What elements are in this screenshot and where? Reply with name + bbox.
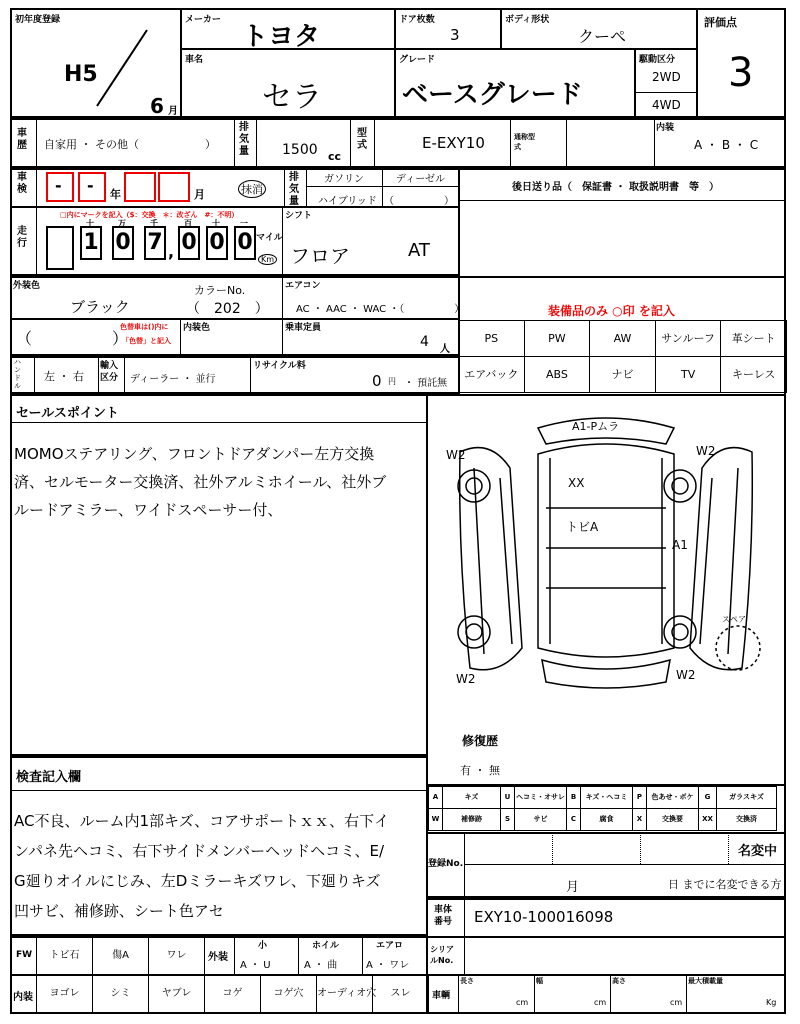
int-item: オーディオ穴 [316, 974, 373, 1014]
interior-color-label: 内装色 [183, 323, 211, 333]
score-value: 3 [728, 50, 754, 96]
fw-label: FW [16, 950, 33, 960]
fuel-label: 排気量 [289, 172, 299, 207]
inspection-none: 抹消 [238, 180, 266, 198]
legend-cell: C [566, 808, 581, 831]
import-value: ディーラー ・ 並行 [130, 374, 216, 385]
reg-month-unit: 月 [566, 880, 580, 895]
dmg-w2-tr: W2 [696, 444, 716, 458]
dmg-tob-a: トビA [566, 520, 599, 534]
maker-label: メーカー [185, 15, 221, 25]
doors-value: 3 [450, 26, 460, 44]
capacity-unit: 人 [440, 344, 450, 355]
equipment-item: PS [458, 320, 525, 357]
legend-cell: P [632, 786, 647, 809]
equipment-item: PW [524, 320, 591, 357]
equipment-item: 革シート [720, 320, 787, 357]
mileage-unit: 百 [184, 219, 192, 228]
size-section [426, 974, 786, 1014]
inspection-line: 凹サビ、補修跡、シート色アセ [14, 902, 224, 920]
handle-label: ハンドル [14, 358, 21, 390]
equip-label: 装備品のみ ○印 を記入 [548, 304, 675, 318]
interior-value: A ・ B ・ C [694, 138, 759, 152]
doors-cell [394, 8, 502, 50]
drive-4wd: 4WD [652, 98, 681, 112]
common-model-label: 通称型式 [514, 133, 535, 151]
color-no-value: （ 202 ） [186, 301, 269, 317]
int-label: 内装 [13, 992, 33, 1003]
ac-value: AC ・ AAC ・ WAC ・（ ） [296, 304, 465, 315]
mileage-unit: 一 [240, 219, 248, 228]
legend-cell: S [500, 808, 515, 831]
dmg-spare: スペア [722, 615, 746, 624]
inspection-notes-text [14, 806, 424, 926]
dmg-xx: XX [568, 476, 585, 490]
first-reg-label: 初年度登録 [15, 15, 61, 25]
legend-cell: U [500, 786, 515, 809]
mileage-label: 走行 [17, 226, 27, 249]
exterior-label: 外装色 [13, 281, 41, 291]
fuel-hybrid: ハイブリッド [318, 196, 377, 207]
maker-cell [180, 8, 396, 50]
legend-cell: B [566, 786, 581, 809]
fuel-diesel: ディーゼル [396, 174, 445, 185]
legend-cell: ガラスキズ [716, 786, 777, 809]
later-items-text: 後日送り品（ 保証書 ・ 取扱説明書 等 ） [512, 182, 719, 193]
serial-label: シリアルNo. [430, 945, 454, 965]
dmg-w2-br: W2 [676, 668, 696, 682]
body-label: ボディ形状 [505, 15, 550, 25]
mileage-unit: 十 [86, 219, 94, 228]
inspection-notes-title: 検査記入欄 [16, 770, 82, 785]
shift-value: フロア [290, 244, 350, 268]
int-item: コゲ [204, 974, 261, 1014]
recycle-unit: 円 [388, 377, 396, 386]
fw-item: ワレ [148, 936, 205, 976]
name-value: セラ [262, 80, 322, 115]
mileage-note: □内にマークを記入（$：交換 ＊：改ざん #：不明） [60, 211, 239, 219]
capacity-label: 乗車定員 [285, 323, 322, 333]
displacement-value: 1500 [282, 142, 318, 158]
int-item: スレ [372, 974, 429, 1014]
legend-cell: 補修跡 [442, 808, 501, 831]
grade-label: グレード [399, 55, 436, 65]
interior-label: 内装 [656, 123, 675, 133]
dmg-w2-bl: W2 [456, 672, 476, 686]
recycle-value: 0 [372, 372, 382, 390]
model-value: E-EXY10 [422, 134, 485, 152]
grade-value: ベースグレード [402, 80, 583, 110]
mileage-unit: 千 [150, 219, 158, 228]
inspection-label: 車検 [17, 172, 27, 195]
first-reg-month: 6 [150, 94, 164, 118]
inspection-year-unit: 年 [110, 188, 121, 201]
legend-cell: XX [698, 808, 717, 831]
month-unit: 月 [168, 106, 178, 117]
paren-field: （ ） [16, 329, 129, 348]
small-value: A ・ U [240, 960, 271, 971]
drive-label: 駆動区分 [639, 55, 676, 65]
ext-label: 外装 [208, 952, 228, 963]
displacement-label: 排気量 [239, 122, 249, 157]
first-reg-year: H5 [64, 62, 98, 87]
legend-cell: 色あせ・ボケ [646, 786, 699, 809]
reg-day-text: 日 までに名変できる方 [668, 878, 782, 891]
mileage-digit: 0 [112, 226, 134, 260]
dmg-a1-pmura: A1-Pムラ [572, 420, 620, 433]
length-unit: cm [516, 998, 529, 1007]
sales-line: ルードアミラー、ワイドスペーサー付、 [14, 501, 283, 519]
int-item: コゲ穴 [260, 974, 317, 1014]
handle-value: 左 ・ 右 [44, 370, 84, 383]
name-cell [180, 48, 396, 118]
equipment-item: サンルーフ [655, 320, 722, 357]
sales-text [14, 440, 424, 524]
mileage-digit: 0 [234, 226, 256, 260]
color-note1: 色替車は()内に [120, 323, 169, 331]
drive-2wd: 2WD [652, 70, 681, 84]
dmg-a1-right: A1 [672, 538, 688, 552]
mileage-digit: 0 [178, 226, 200, 260]
sales-title: セールスポイント [16, 406, 119, 421]
ac-label: エアコン [285, 281, 321, 291]
car-diagram [430, 398, 782, 698]
height-label: 高さ [612, 977, 626, 985]
later-items-cell [458, 168, 786, 278]
shift-label: シフト [285, 211, 313, 221]
import-label: 輸入区分 [100, 361, 119, 383]
int-item: シミ [92, 974, 149, 1014]
int-item: ヤブレ [148, 974, 205, 1014]
exterior-value: ブラック [70, 298, 130, 316]
legend-cell: ヘコミ・オサレ [514, 786, 567, 809]
history-value: 自家用 ・ その他（ ） [44, 138, 216, 151]
recycle-label: リサイクル料 [253, 361, 306, 371]
sales-line: MOMOステアリング、フロントドアダンパー左方交換 [14, 445, 375, 463]
legend-cell: キズ・ヘコミ [580, 786, 633, 809]
weight-label: 最大積載量 [688, 977, 723, 985]
color-note2: 「色替」と記入 [122, 337, 171, 345]
score-cell [696, 8, 786, 118]
chassis-label: 車体番号 [434, 905, 453, 927]
name-change: 名変中 [738, 844, 778, 859]
legend-cell: X [632, 808, 647, 831]
history-label: 車歴 [17, 128, 27, 151]
legend-cell: 腐食 [580, 808, 633, 831]
small-label: 小 [258, 941, 268, 951]
aero-value: A ・ ワレ [366, 960, 410, 971]
mileage-unit: 万 [118, 219, 126, 228]
mileage-digit: 0 [206, 226, 228, 260]
legend-cell: W [428, 808, 443, 831]
capacity-value: 4 [420, 334, 429, 350]
doors-label: ドア枚数 [399, 15, 435, 25]
mileage-digit: 7 [144, 226, 166, 260]
body-value: クーペ [578, 27, 627, 46]
slash-line [92, 28, 152, 108]
displacement-unit: cc [328, 150, 342, 163]
size-label: 車輌 [432, 991, 451, 1001]
height-unit: cm [670, 998, 683, 1007]
drive-cell [634, 48, 698, 118]
equipment-item: エアバック [458, 356, 525, 393]
recycle-status: ・ 預託無 [404, 378, 448, 389]
shift-type: AT [408, 240, 430, 261]
repair-value: 有 ・ 無 [460, 764, 500, 777]
grade-cell [394, 48, 636, 118]
fuel-gas: ガソリン [324, 174, 364, 185]
length-label: 長さ [460, 977, 474, 985]
first-reg-cell [10, 8, 182, 118]
inspection-line: G廻りオイルにじみ、左Dミラーキズワレ、下廻りキズ [14, 872, 381, 890]
wheel-label: ホイル [312, 941, 340, 951]
name-label: 車名 [185, 55, 204, 65]
body-cell [500, 8, 698, 50]
mileage-digit: 1 [80, 226, 102, 260]
width-label: 幅 [536, 977, 543, 985]
inspection-line: ンパネ先ヘコミ、右下サイドメンバーヘッドヘコミ、E/ [14, 842, 385, 860]
mileage-unit: 十 [212, 219, 220, 228]
aero-label: エアロ [376, 941, 404, 951]
legend-cell: キズ [442, 786, 501, 809]
int-item: ヨゴレ [36, 974, 93, 1014]
weight-unit: Kg [766, 998, 777, 1007]
equipment-item: ABS [524, 356, 591, 393]
score-label: 評価点 [704, 16, 737, 29]
mileage-digit [46, 226, 74, 270]
inspection-dash2: - [87, 176, 94, 195]
equipment-item: キーレス [720, 356, 787, 393]
sales-line: 済、セルモーター交換済、社外アルミホイール、社外ブ [14, 473, 387, 491]
color-no-label: カラーNo. [194, 284, 246, 297]
inspection-line: AC不良、ルーム内1部キズ、コアサポートｘｘ、右下イ [14, 812, 390, 830]
legend-cell: A [428, 786, 443, 809]
fw-item: トビ石 [36, 936, 93, 976]
chassis-value: EXY10-100016098 [474, 908, 614, 926]
serial-section [426, 936, 786, 976]
inspection-month-unit: 月 [194, 188, 205, 201]
equipment-item: AW [589, 320, 656, 357]
wheel-value: A ・ 曲 [304, 960, 338, 971]
reg-no-label: 登録No. [428, 859, 464, 869]
fw-item: 傷A [92, 936, 149, 976]
legend-cell: 交換済 [716, 808, 777, 831]
legend-cell: 交換要 [646, 808, 699, 831]
equipment-item: ナビ [589, 356, 656, 393]
equipment-item: TV [655, 356, 722, 393]
mileage-comma: , [168, 242, 175, 261]
legend-cell: サビ [514, 808, 567, 831]
dmg-w2-tl: W2 [446, 448, 466, 462]
maker-value: トヨタ [242, 22, 321, 52]
km-label: Km [258, 254, 277, 265]
fuel-other: （ ） [384, 196, 454, 207]
inspection-dash1: - [55, 176, 62, 195]
legend-cell: G [698, 786, 717, 809]
model-label: 型式 [357, 128, 367, 151]
repair-label: 修復歴 [462, 734, 499, 748]
mile-label: マイル [256, 233, 283, 243]
width-unit: cm [594, 998, 607, 1007]
